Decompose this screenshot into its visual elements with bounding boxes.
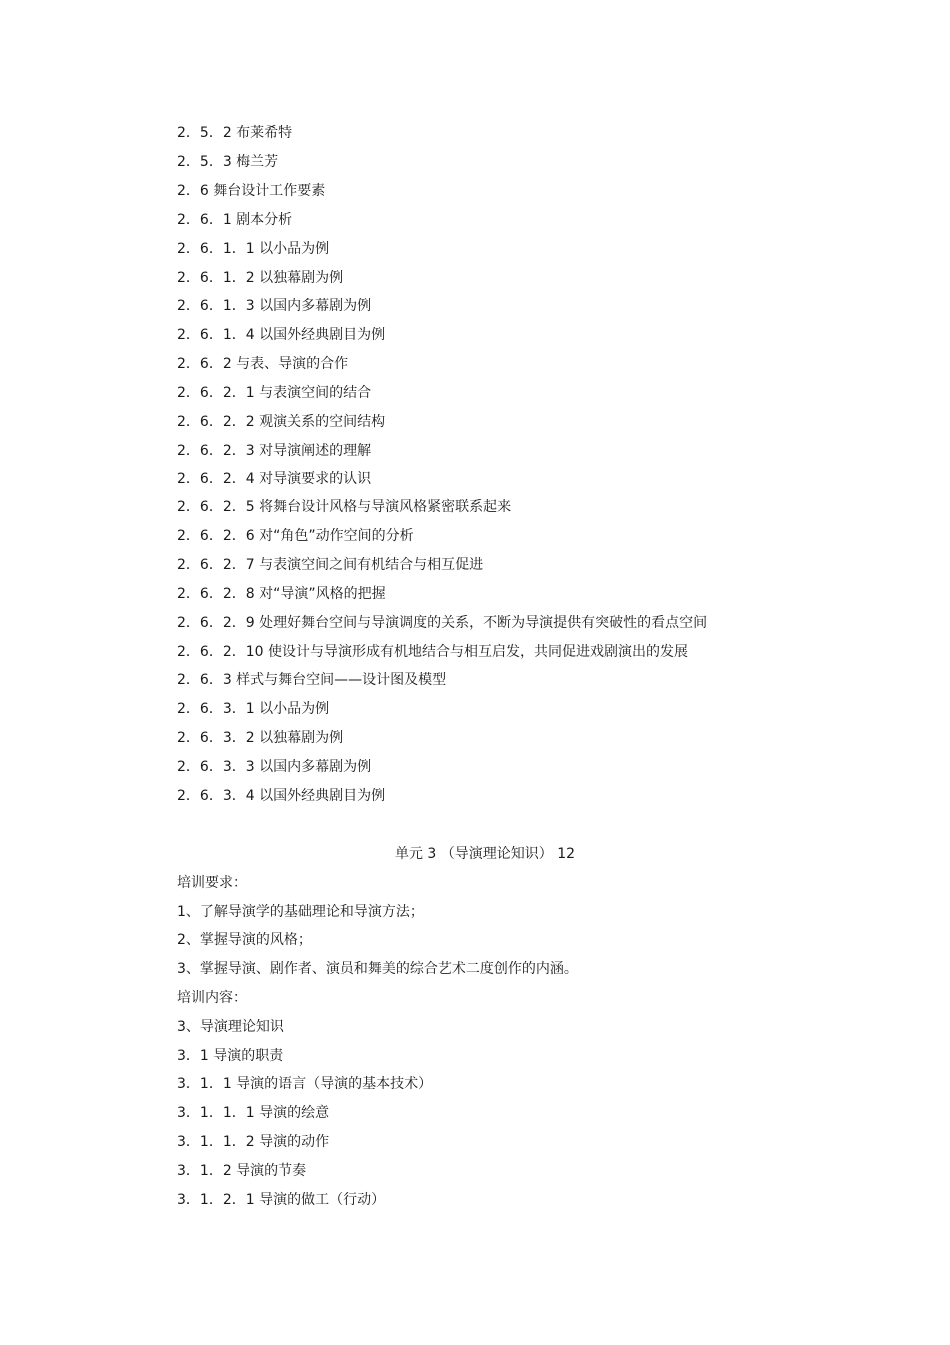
outline-line: 3．1．2．1 导演的做工（行动） xyxy=(177,1192,386,1208)
outline-line: 2．6．2．6 对“角色”动作空间的分析 xyxy=(177,528,414,544)
outline-line: 2．6．3．4 以国外经典剧目为例 xyxy=(177,788,386,804)
outline-line: 2．6．3．2 以独幕剧为例 xyxy=(177,730,344,746)
outline-line: 2．6 舞台设计工作要素 xyxy=(177,183,326,199)
outline-line: 3．1．2 导演的节奏 xyxy=(177,1163,307,1179)
outline-line: 2．6．1 剧本分析 xyxy=(177,212,293,228)
outline-line: 培训内容： xyxy=(177,990,247,1006)
outline-line: 2．6．1．3 以国内多幕剧为例 xyxy=(177,298,372,314)
outline-line: 2、掌握导演的风格； xyxy=(177,932,312,948)
outline-line: 1、了解导演学的基础理论和导演方法； xyxy=(177,904,424,920)
outline-line: 2．6．2．4 对导演要求的认识 xyxy=(177,471,372,487)
outline-line: 2．6．1．4 以国外经典剧目为例 xyxy=(177,327,386,343)
outline-line: 3、导演理论知识 xyxy=(177,1019,284,1035)
outline-line: 2．6．2．3 对导演阐述的理解 xyxy=(177,443,372,459)
outline-line: 2．5．3 梅兰芳 xyxy=(177,154,279,170)
outline-line: 3、掌握导演、剧作者、演员和舞美的综合艺术二度创作的内涵。 xyxy=(177,961,578,977)
outline-line: 2．6．2 与表、导演的合作 xyxy=(177,356,349,372)
outline-line: 2．6．3．3 以国内多幕剧为例 xyxy=(177,759,372,775)
outline-line: 3．1．1．2 导演的动作 xyxy=(177,1134,330,1150)
outline-line: 培训要求： xyxy=(177,875,247,891)
outline-line: 2．6．2．2 观演关系的空间结构 xyxy=(177,414,386,430)
outline-line: 2．6．2．5 将舞台设计风格与导演风格紧密联系起来 xyxy=(177,499,512,515)
outline-line: 2．6．1．2 以独幕剧为例 xyxy=(177,270,344,286)
unit-heading: 单元 3 （导演理论知识） 12 xyxy=(394,846,576,862)
outline-line: 2．5．2 布莱希特 xyxy=(177,125,293,141)
outline-line: 2．6．2．10 使设计与导演形成有机地结合与相互启发，共同促进戏剧演出的发展 xyxy=(177,644,688,660)
outline-line: 2．6．3．1 以小品为例 xyxy=(177,701,330,717)
outline-line: 3．1．1．1 导演的绘意 xyxy=(177,1105,330,1121)
outline-line: 3．1．1 导演的语言（导演的基本技术） xyxy=(177,1076,433,1092)
outline-line: 2．6．2．1 与表演空间的结合 xyxy=(177,385,372,401)
outline-line: 2．6．2．8 对“导演”风格的把握 xyxy=(177,586,386,602)
outline-line: 2．6．2．9 处理好舞台空间与导演调度的关系，不断为导演提供有突破性的看点空间 xyxy=(177,615,708,631)
outline-line: 2．6．2．7 与表演空间之间有机结合与相互促进 xyxy=(177,557,484,573)
outline-line: 2．6．1．1 以小品为例 xyxy=(177,241,330,257)
outline-line: 3．1 导演的职责 xyxy=(177,1048,284,1064)
outline-line: 2．6．3 样式与舞台空间——设计图及模型 xyxy=(177,672,447,688)
